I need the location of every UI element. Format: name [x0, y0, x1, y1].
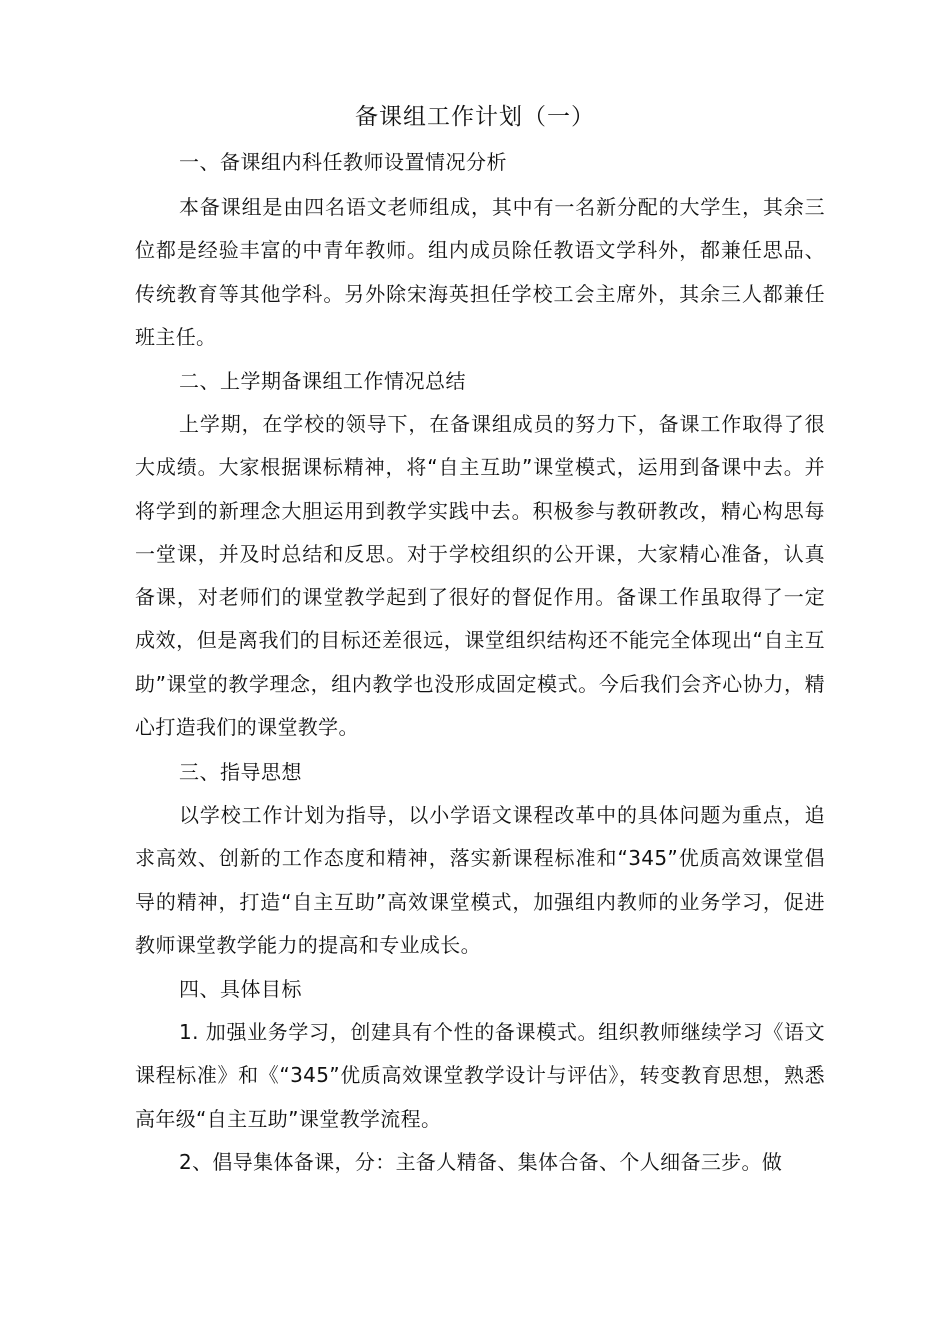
section-heading-2: 二、上学期备课组工作情况总结: [179, 369, 466, 393]
goal-item-1: 1. 加强业务学习，创建具有个性的备课模式。组织教师继续学习《语文课程标准》和《“345”优质高效课堂教学设计与评估》，转变教育思想，熟悉高年级“自主互助”课堂教学流程。: [135, 1020, 825, 1131]
section-heading-3: 三、指导思想: [179, 760, 302, 784]
section-paragraph-3: 以学校工作计划为指导，以小学语文课程改革中的具体问题为重点，追求高效、创新的工作态度和精神，落实新课程标准和“345”优质高效课堂倡导的精神，打造“自主互助”高效课堂模式，加强组内教师的业务学习，促进教师课堂教学能力的提高和专业成长。: [135, 803, 825, 957]
section-paragraph-2: 上学期，在学校的领导下，在备课组成员的努力下，备课工作取得了很大成绩。大家根据课标精神，将“自主互助”课堂模式，运用到备课中去。并将学到的新理念大胆运用到教学实践中去。积极参与教研教改，精心构思每一堂课，并及时总结和反思。对于学校组织的公开课，大家精心准备，认真备课，对老师们的课堂教学起到了很好的督促作用。备课工作虽取得了一定成效，但是离我们的目标还差很远，课堂组织结构还不能完全体现出“自主互助”课堂的教学理念，组内教学也没形成固定模式。今后我们会齐心协力，精心打造我们的课堂教学。: [135, 412, 825, 740]
section-heading-1: 一、备课组内科任教师设置情况分析: [179, 150, 507, 174]
section-paragraph-1: 本备课组是由四名语文老师组成，其中有一名新分配的大学生，其余三位都是经验丰富的中青年教师。组内成员除任教语文学科外，都兼任思品、传统教育等其他学科。另外除宋海英担任学校工会主席外，其余三人都兼任班主任。: [135, 195, 825, 349]
document-title: 备课组工作计划（一）: [355, 104, 595, 130]
section-heading-4: 四、具体目标: [179, 977, 302, 1001]
goal-item-2: 2、倡导集体备课，分：主备人精备、集体合备、个人细备三步。做: [179, 1150, 783, 1174]
